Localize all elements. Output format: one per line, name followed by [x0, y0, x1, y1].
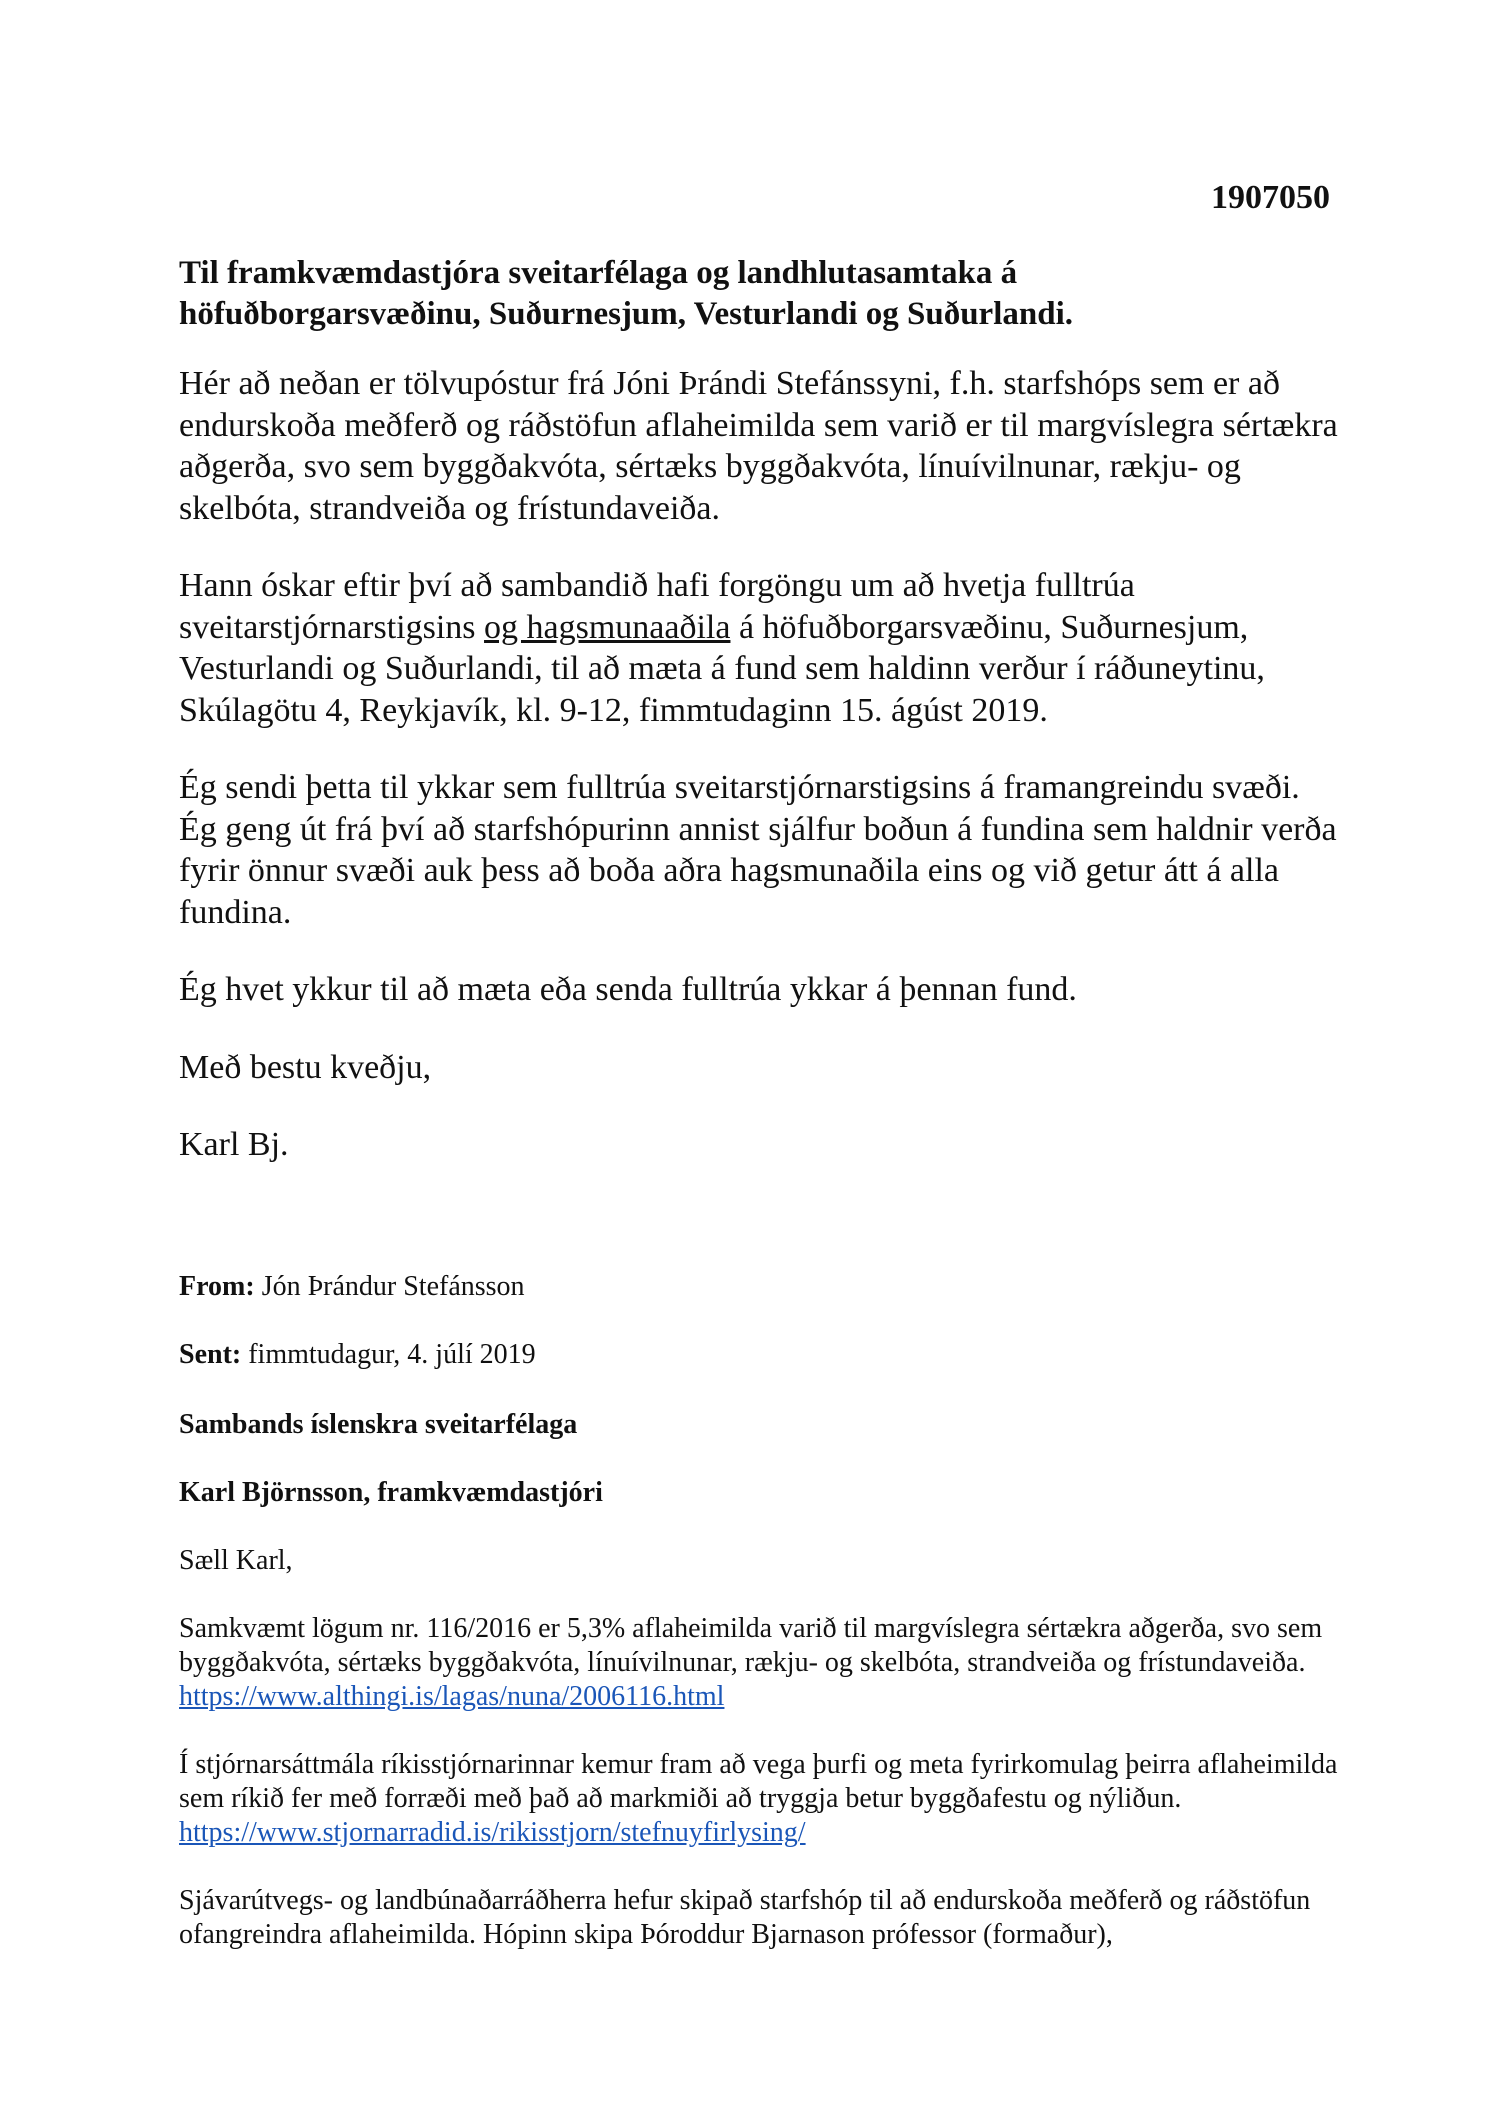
paragraph-2-end: á höfuðborgarsvæðinu, Suðurnesjum, Vesturlandi og Suðurlandi, til að mæta á fund sem haldinn verður í ráðuneytinu, Skúlagötu 4, Reykjavík, kl. 9-12, fimmtudaginn 15. ágúst 2019.	[179, 608, 1265, 729]
letter-paragraph-1: Hér að neðan er tölvupóstur frá Jóni Þrándi Stefánssyni, f.h. starfshóps sem er að endurskoða meðferð og ráðstöfun aflaheimilda sem varið er til margvíslegra sértækra aðgerða, svo sem byggðakvóta, sértæks byggðakvóta, línuívilnunar, rækju- og skelbóta, strandveiða og frístundaveiða.	[179, 365, 1338, 527]
underlined-phrase: og hagsmunaaðila	[484, 608, 731, 646]
letter-paragraph-2	[179, 565, 1339, 731]
letter-closing: Með bestu kveðju,	[179, 1048, 432, 1086]
email-paragraph-3: Sjávarútvegs- og landbúnaðarráðherra hefur skipað starfshóp til að endurskoða meðferð og ráðstöfun ofangreindra aflaheimilda. Hópinn skipa Þóroddur Bjarnason prófessor (formaður),	[179, 1885, 1311, 1950]
email-header	[179, 1270, 1339, 1372]
heading-line-1: Til framkvæmdastjóra sveitarfélaga og landhlutasamtaka á	[179, 255, 1018, 291]
from-label: From:	[179, 1271, 255, 1302]
letter-paragraph-3: Ég sendi þetta til ykkar sem fulltrúa sveitarstjórnarstigsins á framangreindu svæði. Ég geng út frá því að starfshópurinn annist sjálfur boðun á fundina sem haldnir verða fyrir önnur svæði auk þess að boða aðra hagsmunaðila eins og við getur átt á alla fundina.	[179, 769, 1337, 931]
letter-signature: Karl Bj.	[179, 1126, 289, 1163]
paragraph-2-start: Hann óskar eftir því að sambandið hafi forgöngu um að hvetja fulltrúa sveitarstjórnarstigsins	[179, 567, 1135, 646]
email-paragraph-1-text: Samkvæmt lögum nr. 116/2016 er 5,3% aflaheimilda varið til margvíslegra sértækra aðgerða, svo sem byggðakvóta, sértæks byggðakvóta, línuívilnunar, rækju- og skelbóta, strandveiða og frístundaveiða.	[179, 1613, 1323, 1678]
althingi-law-link[interactable]: https://www.althingi.is/lagas/nuna/2006116.html	[179, 1681, 725, 1712]
document-number: 1907050	[1211, 179, 1330, 216]
forwarded-email	[179, 1270, 1339, 1986]
email-greeting: Sæll Karl,	[179, 1545, 293, 1576]
recipient-name: Karl Björnsson, framkvæmdastjóri	[179, 1477, 603, 1508]
recipient-organization: Sambands íslenskra sveitarfélaga	[179, 1409, 578, 1440]
letter-heading	[179, 253, 1339, 335]
email-sent	[179, 1338, 1339, 1372]
email-paragraph-1	[179, 1612, 1339, 1714]
email-paragraph-2-text: Í stjórnarsáttmála ríkisstjórnarinnar kemur fram að vega þurfi og meta fyrirkomulag þeirra aflaheimilda sem ríkið fer með forræði með það að markmiði að tryggja betur byggðafestu og nýliðun.	[179, 1749, 1338, 1814]
heading-line-2: höfuðborgarsvæðinu, Suðurnesjum, Vesturlandi og Suðurlandi.	[179, 296, 1073, 332]
email-paragraph-2	[179, 1748, 1339, 1850]
letter-paragraph-4: Ég hvet ykkur til að mæta eða senda fulltrúa ykkar á þennan fund.	[179, 971, 1077, 1008]
sent-label: Sent:	[179, 1339, 242, 1370]
sent-value: fimmtudagur, 4. júlí 2019	[241, 1339, 536, 1370]
cover-letter	[179, 253, 1339, 1202]
government-policy-link[interactable]: https://www.stjornarradid.is/rikisstjorn/stefnuyfirlysing/	[179, 1817, 806, 1848]
email-from	[179, 1270, 1339, 1304]
from-value: Jón Þrándur Stefánsson	[254, 1271, 525, 1302]
